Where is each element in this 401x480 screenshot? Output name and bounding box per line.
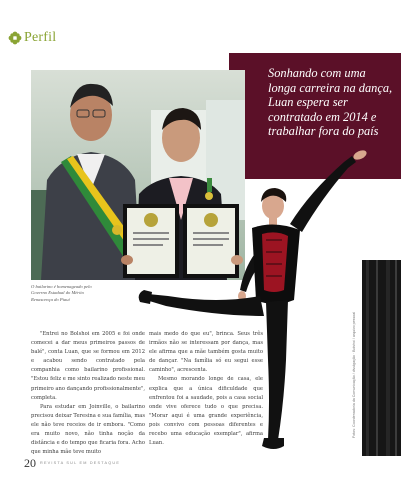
flower-icon [8, 31, 22, 45]
paragraph: Para estudar em Joinville, o bailarino precisou deixar Teresina e sua família, mas ele não teve receios de ir embora. "Como era muito novo, não tinha noção da distância e do tempo que ficaria fora. Acho que minha mãe teve muito [31, 403, 145, 456]
headline: Sonhando com uma longa carreira na dança, Luan espera ser contratado em 2014 e trabalhar fora do país [268, 66, 393, 139]
body-column-right [149, 330, 263, 448]
paragraph: Mesmo morando longe de casa, ele explica que a única dificuldade que enfrentou foi a saudade, pois a casa social onde vive oferece tudo o que precisa. "Morar aqui é uma grande experiência, pois convivo com pessoas diferentes e recebo uma educação exemplar", afirma Luan. [149, 376, 263, 447]
section-title: Perfil [24, 30, 57, 45]
body-column-left [31, 330, 145, 457]
paragraph: "Entrei no Bolshoi em 2005 e foi onde comecei a dar meus primeiros passos de balé", conta Luan, que se formou em 2012 e acabou sendo contratado pela companhia como bailarino profissional. "Estou feliz e me sinto realizado neste meu primeiro ano dançando profissionalmente", completa. [31, 331, 145, 401]
page-number: 20 [24, 456, 36, 470]
publication-name: REVISTA SUL EM DESTAQUE [40, 461, 121, 465]
paragraph: mais medo do que eu", brinca. Seus três irmãos não se interessam por dança, mas ele afirma que a mãe também gosta muito de dançar. "Na família só eu segui esse caminho", acrescenta. [149, 331, 263, 374]
photo-credit: Fotos: Coordenadoria da Comunicação / divulgação · Bolshoi / arquivo pessoal [352, 311, 356, 438]
photo-caption: O bailarino é homenageado pelo Governo Estadual do Mérito Renascença do Piauí [31, 284, 92, 302]
